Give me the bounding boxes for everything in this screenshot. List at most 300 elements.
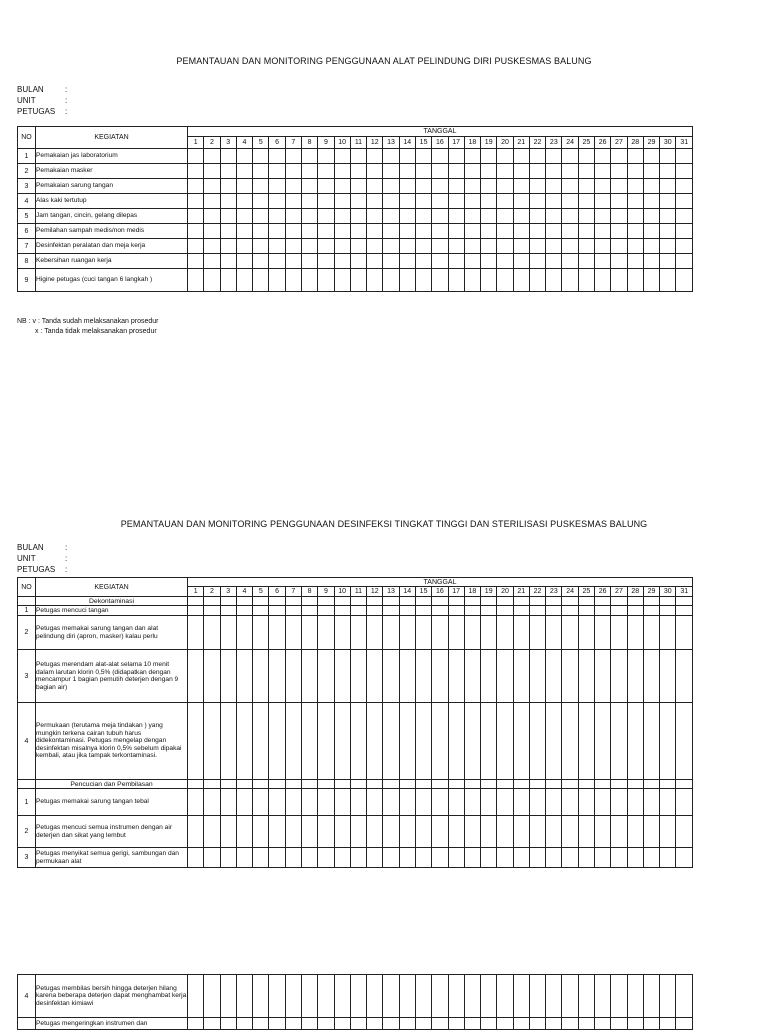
- check-cell[interactable]: [220, 239, 236, 254]
- check-cell[interactable]: [611, 650, 627, 703]
- check-cell[interactable]: [301, 616, 317, 650]
- check-cell[interactable]: [350, 650, 366, 703]
- check-cell[interactable]: [627, 179, 643, 194]
- check-cell[interactable]: [253, 224, 269, 239]
- check-cell[interactable]: [660, 606, 676, 616]
- check-cell[interactable]: [367, 848, 383, 868]
- check-cell[interactable]: [367, 164, 383, 179]
- check-cell[interactable]: [220, 194, 236, 209]
- check-cell[interactable]: [627, 789, 643, 816]
- check-cell[interactable]: [513, 616, 529, 650]
- check-cell[interactable]: [578, 224, 594, 239]
- check-cell[interactable]: [236, 703, 252, 780]
- check-cell[interactable]: [220, 703, 236, 780]
- check-cell[interactable]: [464, 269, 480, 292]
- check-cell[interactable]: [301, 209, 317, 224]
- check-cell[interactable]: [367, 179, 383, 194]
- check-cell[interactable]: [627, 703, 643, 780]
- check-cell[interactable]: [204, 149, 220, 164]
- check-cell[interactable]: [481, 254, 497, 269]
- check-cell[interactable]: [383, 848, 399, 868]
- check-cell[interactable]: [188, 164, 204, 179]
- check-cell[interactable]: [595, 703, 611, 780]
- check-cell[interactable]: [464, 780, 480, 789]
- check-cell[interactable]: [236, 650, 252, 703]
- check-cell[interactable]: [285, 703, 301, 780]
- check-cell[interactable]: [529, 848, 545, 868]
- check-cell[interactable]: [367, 789, 383, 816]
- check-cell[interactable]: [595, 816, 611, 848]
- check-cell[interactable]: [350, 597, 366, 606]
- check-cell[interactable]: [334, 149, 350, 164]
- check-cell[interactable]: [611, 269, 627, 292]
- check-cell[interactable]: [660, 269, 676, 292]
- check-cell[interactable]: [611, 703, 627, 780]
- check-cell[interactable]: [334, 224, 350, 239]
- check-cell[interactable]: [350, 780, 366, 789]
- check-cell[interactable]: [676, 703, 693, 780]
- check-cell[interactable]: [220, 224, 236, 239]
- check-cell[interactable]: [269, 703, 285, 780]
- check-cell[interactable]: [188, 269, 204, 292]
- check-cell[interactable]: [301, 789, 317, 816]
- check-cell[interactable]: [269, 179, 285, 194]
- check-cell[interactable]: [513, 224, 529, 239]
- check-cell[interactable]: [367, 254, 383, 269]
- check-cell[interactable]: [611, 164, 627, 179]
- check-cell[interactable]: [301, 703, 317, 780]
- check-cell[interactable]: [334, 179, 350, 194]
- check-cell[interactable]: [481, 606, 497, 616]
- check-cell[interactable]: [285, 209, 301, 224]
- check-cell[interactable]: [611, 224, 627, 239]
- check-cell[interactable]: [383, 149, 399, 164]
- check-cell[interactable]: [204, 703, 220, 780]
- check-cell[interactable]: [253, 789, 269, 816]
- check-cell[interactable]: [188, 789, 204, 816]
- check-cell[interactable]: [611, 194, 627, 209]
- check-cell[interactable]: [399, 164, 415, 179]
- check-cell[interactable]: [562, 254, 578, 269]
- check-cell[interactable]: [285, 224, 301, 239]
- check-cell[interactable]: [464, 254, 480, 269]
- check-cell[interactable]: [627, 816, 643, 848]
- check-cell[interactable]: [204, 269, 220, 292]
- check-cell[interactable]: [513, 149, 529, 164]
- check-cell[interactable]: [676, 254, 693, 269]
- check-cell[interactable]: [334, 269, 350, 292]
- check-cell[interactable]: [578, 816, 594, 848]
- check-cell[interactable]: [383, 606, 399, 616]
- check-cell[interactable]: [578, 650, 594, 703]
- check-cell[interactable]: [350, 194, 366, 209]
- check-cell[interactable]: [188, 816, 204, 848]
- check-cell[interactable]: [415, 239, 431, 254]
- check-cell[interactable]: [481, 975, 497, 1018]
- check-cell[interactable]: [497, 848, 513, 868]
- check-cell[interactable]: [350, 816, 366, 848]
- check-cell[interactable]: [383, 616, 399, 650]
- check-cell[interactable]: [448, 789, 464, 816]
- check-cell[interactable]: [643, 606, 659, 616]
- check-cell[interactable]: [595, 269, 611, 292]
- check-cell[interactable]: [204, 254, 220, 269]
- check-cell[interactable]: [513, 606, 529, 616]
- check-cell[interactable]: [269, 149, 285, 164]
- check-cell[interactable]: [643, 789, 659, 816]
- check-cell[interactable]: [595, 239, 611, 254]
- check-cell[interactable]: [432, 224, 448, 239]
- check-cell[interactable]: [464, 848, 480, 868]
- check-cell[interactable]: [334, 816, 350, 848]
- check-cell[interactable]: [285, 789, 301, 816]
- check-cell[interactable]: [285, 606, 301, 616]
- check-cell[interactable]: [350, 254, 366, 269]
- check-cell[interactable]: [415, 164, 431, 179]
- check-cell[interactable]: [676, 597, 693, 606]
- check-cell[interactable]: [415, 650, 431, 703]
- check-cell[interactable]: [204, 164, 220, 179]
- check-cell[interactable]: [383, 703, 399, 780]
- check-cell[interactable]: [546, 650, 562, 703]
- check-cell[interactable]: [383, 254, 399, 269]
- check-cell[interactable]: [595, 194, 611, 209]
- check-cell[interactable]: [562, 164, 578, 179]
- check-cell[interactable]: [383, 780, 399, 789]
- check-cell[interactable]: [415, 254, 431, 269]
- check-cell[interactable]: [334, 789, 350, 816]
- check-cell[interactable]: [220, 848, 236, 868]
- check-cell[interactable]: [611, 179, 627, 194]
- check-cell[interactable]: [660, 149, 676, 164]
- check-cell[interactable]: [448, 269, 464, 292]
- check-cell[interactable]: [204, 975, 220, 1018]
- check-cell[interactable]: [546, 179, 562, 194]
- check-cell[interactable]: [269, 164, 285, 179]
- check-cell[interactable]: [676, 816, 693, 848]
- check-cell[interactable]: [334, 194, 350, 209]
- check-cell[interactable]: [399, 780, 415, 789]
- check-cell[interactable]: [432, 209, 448, 224]
- check-cell[interactable]: [676, 194, 693, 209]
- check-cell[interactable]: [627, 209, 643, 224]
- check-cell[interactable]: [367, 239, 383, 254]
- check-cell[interactable]: [318, 224, 334, 239]
- check-cell[interactable]: [481, 650, 497, 703]
- check-cell[interactable]: [318, 616, 334, 650]
- check-cell[interactable]: [350, 789, 366, 816]
- check-cell[interactable]: [236, 616, 252, 650]
- check-cell[interactable]: [660, 194, 676, 209]
- check-cell[interactable]: [546, 269, 562, 292]
- check-cell[interactable]: [676, 780, 693, 789]
- check-cell[interactable]: [497, 239, 513, 254]
- check-cell[interactable]: [546, 616, 562, 650]
- check-cell[interactable]: [513, 194, 529, 209]
- check-cell[interactable]: [562, 179, 578, 194]
- check-cell[interactable]: [611, 606, 627, 616]
- check-cell[interactable]: [676, 164, 693, 179]
- check-cell[interactable]: [627, 780, 643, 789]
- check-cell[interactable]: [269, 597, 285, 606]
- check-cell[interactable]: [432, 179, 448, 194]
- check-cell[interactable]: [448, 254, 464, 269]
- check-cell[interactable]: [578, 975, 594, 1018]
- check-cell[interactable]: [464, 703, 480, 780]
- check-cell[interactable]: [578, 149, 594, 164]
- check-cell[interactable]: [415, 269, 431, 292]
- check-cell[interactable]: [350, 164, 366, 179]
- check-cell[interactable]: [643, 209, 659, 224]
- check-cell[interactable]: [643, 703, 659, 780]
- check-cell[interactable]: [350, 616, 366, 650]
- check-cell[interactable]: [318, 780, 334, 789]
- check-cell[interactable]: [220, 606, 236, 616]
- check-cell[interactable]: [595, 780, 611, 789]
- check-cell[interactable]: [513, 239, 529, 254]
- check-cell[interactable]: [269, 269, 285, 292]
- check-cell[interactable]: [318, 164, 334, 179]
- check-cell[interactable]: [204, 650, 220, 703]
- check-cell[interactable]: [643, 149, 659, 164]
- check-cell[interactable]: [204, 179, 220, 194]
- check-cell[interactable]: [464, 164, 480, 179]
- check-cell[interactable]: [204, 209, 220, 224]
- check-cell[interactable]: [236, 194, 252, 209]
- check-cell[interactable]: [595, 848, 611, 868]
- check-cell[interactable]: [660, 780, 676, 789]
- check-cell[interactable]: [399, 269, 415, 292]
- check-cell[interactable]: [578, 789, 594, 816]
- check-cell[interactable]: [204, 224, 220, 239]
- check-cell[interactable]: [497, 179, 513, 194]
- check-cell[interactable]: [676, 606, 693, 616]
- check-cell[interactable]: [578, 703, 594, 780]
- check-cell[interactable]: [415, 149, 431, 164]
- check-cell[interactable]: [236, 149, 252, 164]
- check-cell[interactable]: [546, 975, 562, 1018]
- check-cell[interactable]: [595, 616, 611, 650]
- check-cell[interactable]: [464, 209, 480, 224]
- check-cell[interactable]: [497, 606, 513, 616]
- check-cell[interactable]: [529, 703, 545, 780]
- check-cell[interactable]: [367, 975, 383, 1018]
- check-cell[interactable]: [399, 194, 415, 209]
- check-cell[interactable]: [432, 606, 448, 616]
- check-cell[interactable]: [676, 616, 693, 650]
- check-cell[interactable]: [448, 703, 464, 780]
- check-cell[interactable]: [204, 194, 220, 209]
- check-cell[interactable]: [578, 269, 594, 292]
- check-cell[interactable]: [529, 239, 545, 254]
- check-cell[interactable]: [399, 149, 415, 164]
- check-cell[interactable]: [481, 597, 497, 606]
- check-cell[interactable]: [188, 209, 204, 224]
- check-cell[interactable]: [481, 179, 497, 194]
- check-cell[interactable]: [481, 239, 497, 254]
- check-cell[interactable]: [611, 780, 627, 789]
- check-cell[interactable]: [301, 269, 317, 292]
- check-cell[interactable]: [676, 224, 693, 239]
- check-cell[interactable]: [269, 780, 285, 789]
- check-cell[interactable]: [236, 164, 252, 179]
- check-cell[interactable]: [676, 149, 693, 164]
- check-cell[interactable]: [643, 780, 659, 789]
- check-cell[interactable]: [562, 269, 578, 292]
- check-cell[interactable]: [301, 149, 317, 164]
- check-cell[interactable]: [529, 789, 545, 816]
- check-cell[interactable]: [334, 703, 350, 780]
- check-cell[interactable]: [334, 975, 350, 1018]
- check-cell[interactable]: [448, 597, 464, 606]
- check-cell[interactable]: [546, 780, 562, 789]
- check-cell[interactable]: [432, 164, 448, 179]
- check-cell[interactable]: [562, 616, 578, 650]
- check-cell[interactable]: [676, 650, 693, 703]
- check-cell[interactable]: [497, 149, 513, 164]
- check-cell[interactable]: [660, 597, 676, 606]
- check-cell[interactable]: [448, 650, 464, 703]
- check-cell[interactable]: [448, 194, 464, 209]
- check-cell[interactable]: [236, 597, 252, 606]
- check-cell[interactable]: [627, 616, 643, 650]
- check-cell[interactable]: [220, 164, 236, 179]
- check-cell[interactable]: [399, 816, 415, 848]
- check-cell[interactable]: [448, 848, 464, 868]
- check-cell[interactable]: [220, 597, 236, 606]
- check-cell[interactable]: [643, 975, 659, 1018]
- check-cell[interactable]: [399, 975, 415, 1018]
- check-cell[interactable]: [236, 816, 252, 848]
- check-cell[interactable]: [595, 789, 611, 816]
- check-cell[interactable]: [301, 224, 317, 239]
- check-cell[interactable]: [301, 606, 317, 616]
- check-cell[interactable]: [660, 703, 676, 780]
- check-cell[interactable]: [432, 780, 448, 789]
- check-cell[interactable]: [611, 616, 627, 650]
- check-cell[interactable]: [562, 239, 578, 254]
- check-cell[interactable]: [611, 597, 627, 606]
- check-cell[interactable]: [643, 254, 659, 269]
- check-cell[interactable]: [399, 848, 415, 868]
- check-cell[interactable]: [301, 239, 317, 254]
- check-cell[interactable]: [546, 597, 562, 606]
- check-cell[interactable]: [676, 975, 693, 1018]
- check-cell[interactable]: [643, 224, 659, 239]
- check-cell[interactable]: [529, 597, 545, 606]
- check-cell[interactable]: [220, 975, 236, 1018]
- check-cell[interactable]: [432, 703, 448, 780]
- check-cell[interactable]: [643, 239, 659, 254]
- check-cell[interactable]: [301, 194, 317, 209]
- check-cell[interactable]: [481, 224, 497, 239]
- check-cell[interactable]: [253, 703, 269, 780]
- check-cell[interactable]: [383, 789, 399, 816]
- check-cell[interactable]: [253, 616, 269, 650]
- check-cell[interactable]: [562, 975, 578, 1018]
- check-cell[interactable]: [220, 816, 236, 848]
- check-cell[interactable]: [627, 254, 643, 269]
- check-cell[interactable]: [220, 149, 236, 164]
- check-cell[interactable]: [660, 616, 676, 650]
- check-cell[interactable]: [253, 164, 269, 179]
- check-cell[interactable]: [269, 254, 285, 269]
- check-cell[interactable]: [253, 149, 269, 164]
- check-cell[interactable]: [383, 816, 399, 848]
- check-cell[interactable]: [546, 816, 562, 848]
- check-cell[interactable]: [660, 224, 676, 239]
- check-cell[interactable]: [220, 179, 236, 194]
- check-cell[interactable]: [415, 209, 431, 224]
- check-cell[interactable]: [611, 975, 627, 1018]
- check-cell[interactable]: [448, 239, 464, 254]
- check-cell[interactable]: [497, 597, 513, 606]
- check-cell[interactable]: [513, 816, 529, 848]
- check-cell[interactable]: [301, 780, 317, 789]
- check-cell[interactable]: [269, 650, 285, 703]
- check-cell[interactable]: [481, 269, 497, 292]
- check-cell[interactable]: [611, 149, 627, 164]
- check-cell[interactable]: [578, 606, 594, 616]
- check-cell[interactable]: [513, 597, 529, 606]
- check-cell[interactable]: [513, 650, 529, 703]
- check-cell[interactable]: [627, 239, 643, 254]
- check-cell[interactable]: [236, 269, 252, 292]
- check-cell[interactable]: [546, 209, 562, 224]
- check-cell[interactable]: [643, 650, 659, 703]
- check-cell[interactable]: [611, 254, 627, 269]
- check-cell[interactable]: [188, 780, 204, 789]
- check-cell[interactable]: [350, 149, 366, 164]
- check-cell[interactable]: [383, 194, 399, 209]
- check-cell[interactable]: [204, 606, 220, 616]
- check-cell[interactable]: [220, 269, 236, 292]
- check-cell[interactable]: [578, 780, 594, 789]
- check-cell[interactable]: [513, 780, 529, 789]
- check-cell[interactable]: [318, 848, 334, 868]
- check-cell[interactable]: [529, 650, 545, 703]
- check-cell[interactable]: [481, 616, 497, 650]
- check-cell[interactable]: [253, 848, 269, 868]
- check-cell[interactable]: [513, 254, 529, 269]
- check-cell[interactable]: [611, 209, 627, 224]
- check-cell[interactable]: [464, 816, 480, 848]
- check-cell[interactable]: [285, 616, 301, 650]
- check-cell[interactable]: [643, 269, 659, 292]
- check-cell[interactable]: [529, 975, 545, 1018]
- check-cell[interactable]: [318, 703, 334, 780]
- check-cell[interactable]: [595, 597, 611, 606]
- check-cell[interactable]: [318, 209, 334, 224]
- check-cell[interactable]: [513, 209, 529, 224]
- check-cell[interactable]: [367, 149, 383, 164]
- check-cell[interactable]: [188, 179, 204, 194]
- check-cell[interactable]: [562, 194, 578, 209]
- check-cell[interactable]: [497, 789, 513, 816]
- check-cell[interactable]: [367, 650, 383, 703]
- check-cell[interactable]: [529, 164, 545, 179]
- check-cell[interactable]: [643, 179, 659, 194]
- check-cell[interactable]: [220, 650, 236, 703]
- check-cell[interactable]: [627, 269, 643, 292]
- check-cell[interactable]: [318, 597, 334, 606]
- check-cell[interactable]: [285, 848, 301, 868]
- check-cell[interactable]: [448, 164, 464, 179]
- check-cell[interactable]: [236, 780, 252, 789]
- check-cell[interactable]: [269, 224, 285, 239]
- check-cell[interactable]: [399, 606, 415, 616]
- check-cell[interactable]: [285, 194, 301, 209]
